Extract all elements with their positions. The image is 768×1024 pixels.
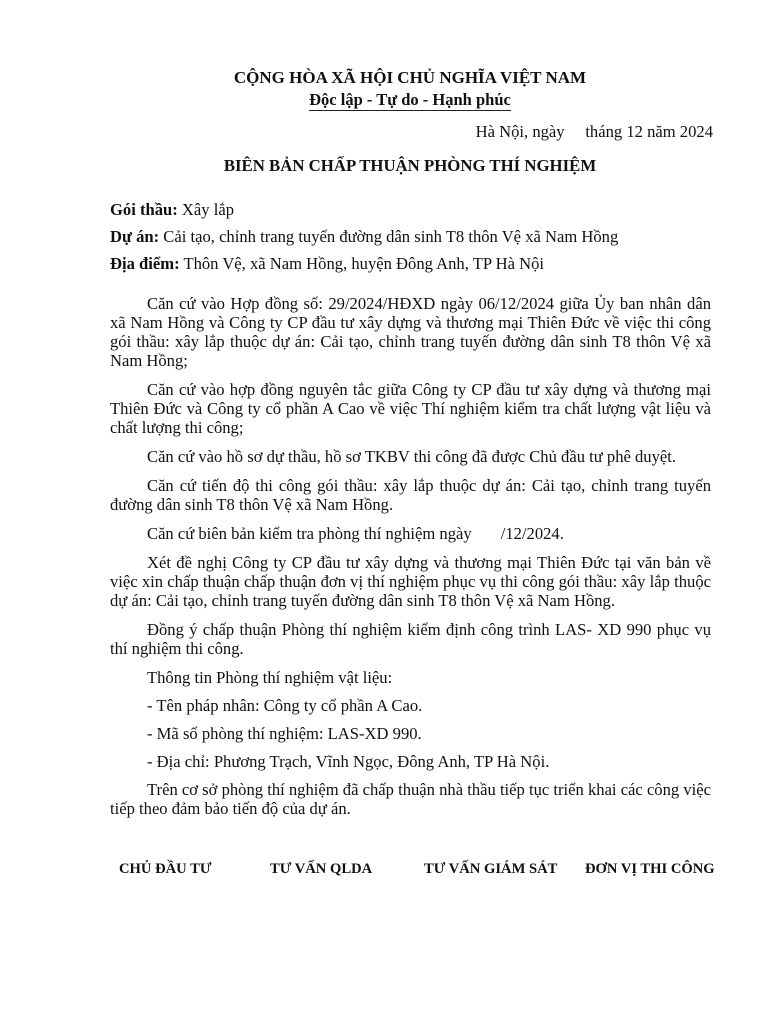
project-label: Dự án: — [110, 227, 160, 246]
signature-investor: CHỦ ĐẦU TƯ — [119, 861, 212, 877]
paragraph-schedule: Căn cứ tiến độ thi công gói thầu: xây lắp thuộc dự án: Cải tạo, chỉnh trang tuyến đường dân sinh T8 thôn Vệ xã Nam Hồng. — [110, 476, 711, 514]
package-label: Gói thầu: — [110, 200, 178, 219]
motto-text: Độc lập - Tự do - Hạnh phúc — [309, 90, 511, 109]
paragraph-bid-documents: Căn cứ vào hồ sơ dự thầu, hồ sơ TKBV thi công đã được Chủ đầu tư phê duyệt. — [147, 447, 677, 466]
paragraph-contract: Căn cứ vào Hợp đồng số: 29/2024/HĐXD ngày 06/12/2024 giữa Ủy ban nhân dân xã Nam Hồng và Công ty CP đầu tư xây dựng và thương mại Thiên Đức về việc thi công gói thầu: xây lắp thuộc dự án: Cải tạo, chỉnh trang tuyến đường dân sinh T8 thôn Vệ xã Nam Hồng; — [110, 294, 711, 370]
paragraph-inspection-record: Căn cứ biên bản kiểm tra phòng thí nghiệm ngày /12/2024. — [147, 524, 564, 543]
location-value: Thôn Vệ, xã Nam Hồng, huyện Đông Anh, TP Hà Nội — [179, 254, 545, 273]
package-line — [110, 200, 730, 219]
signature-pm-consultant: TƯ VẤN QLDA — [270, 861, 373, 877]
paragraph-approval: Đồng ý chấp thuận Phòng thí nghiệm kiểm định công trình LAS- XD 990 phục vụ thí nghiệm thi công. — [110, 620, 711, 658]
document-body — [110, 294, 711, 828]
paragraph-proposal: Xét đề nghị Công ty CP đầu tư xây dựng và thương mại Thiên Đức tại văn bản về việc xin chấp thuận chấp thuận đơn vị thí nghiệm phục vụ thi công gói thầu: xây lắp thuộc dự án: Cải tạo, chỉnh trang tuyến đường dân sinh T8 thôn Vệ xã Nam Hồng. — [110, 553, 711, 610]
date-line: Hà Nội, ngày tháng 12 năm 2024 — [475, 122, 713, 141]
paragraph-principle-contract: Căn cứ vào hợp đồng nguyên tắc giữa Công ty CP đầu tư xây dựng và thương mại Thiên Đức và Công ty cổ phần A Cao về việc Thí nghiệm kiểm tra chất lượng vật liệu và chất lượng thi công; — [110, 380, 711, 437]
location-line — [110, 254, 730, 273]
document-title: BIÊN BẢN CHẤP THUẬN PHÒNG THÍ NGHIỆM — [223, 156, 597, 175]
list-item-lab-code: - Mã số phòng thí nghiệm: LAS-XD 990. — [147, 724, 422, 743]
project-line — [110, 227, 730, 246]
national-title: CỘNG HÒA XÃ HỘI CHỦ NGHĨA VIỆT NAM — [233, 68, 587, 87]
paragraph-lab-info-heading: Thông tin Phòng thí nghiệm vật liệu: — [147, 668, 393, 687]
list-item-legal-entity: - Tên pháp nhân: Công ty cổ phần A Cao. — [147, 696, 423, 715]
paragraph-conclusion: Trên cơ sở phòng thí nghiệm đã chấp thuận nhà thầu tiếp tục triển khai các công việc tiếp theo đảm bảo tiến độ của dự án. — [110, 780, 711, 818]
signature-contractor: ĐƠN VỊ THI CÔNG — [585, 861, 715, 877]
project-value: Cải tạo, chỉnh trang tuyến đường dân sinh T8 thôn Vệ xã Nam Hồng — [159, 227, 619, 246]
signature-supervision-consultant: TƯ VẤN GIÁM SÁT — [424, 861, 558, 877]
list-item-address: - Địa chỉ: Phương Trạch, Vĩnh Ngọc, Đông Anh, TP Hà Nội. — [147, 752, 550, 771]
national-motto — [0, 90, 768, 111]
location-label: Địa điểm: — [110, 254, 180, 273]
package-value: Xây lắp — [177, 200, 234, 219]
